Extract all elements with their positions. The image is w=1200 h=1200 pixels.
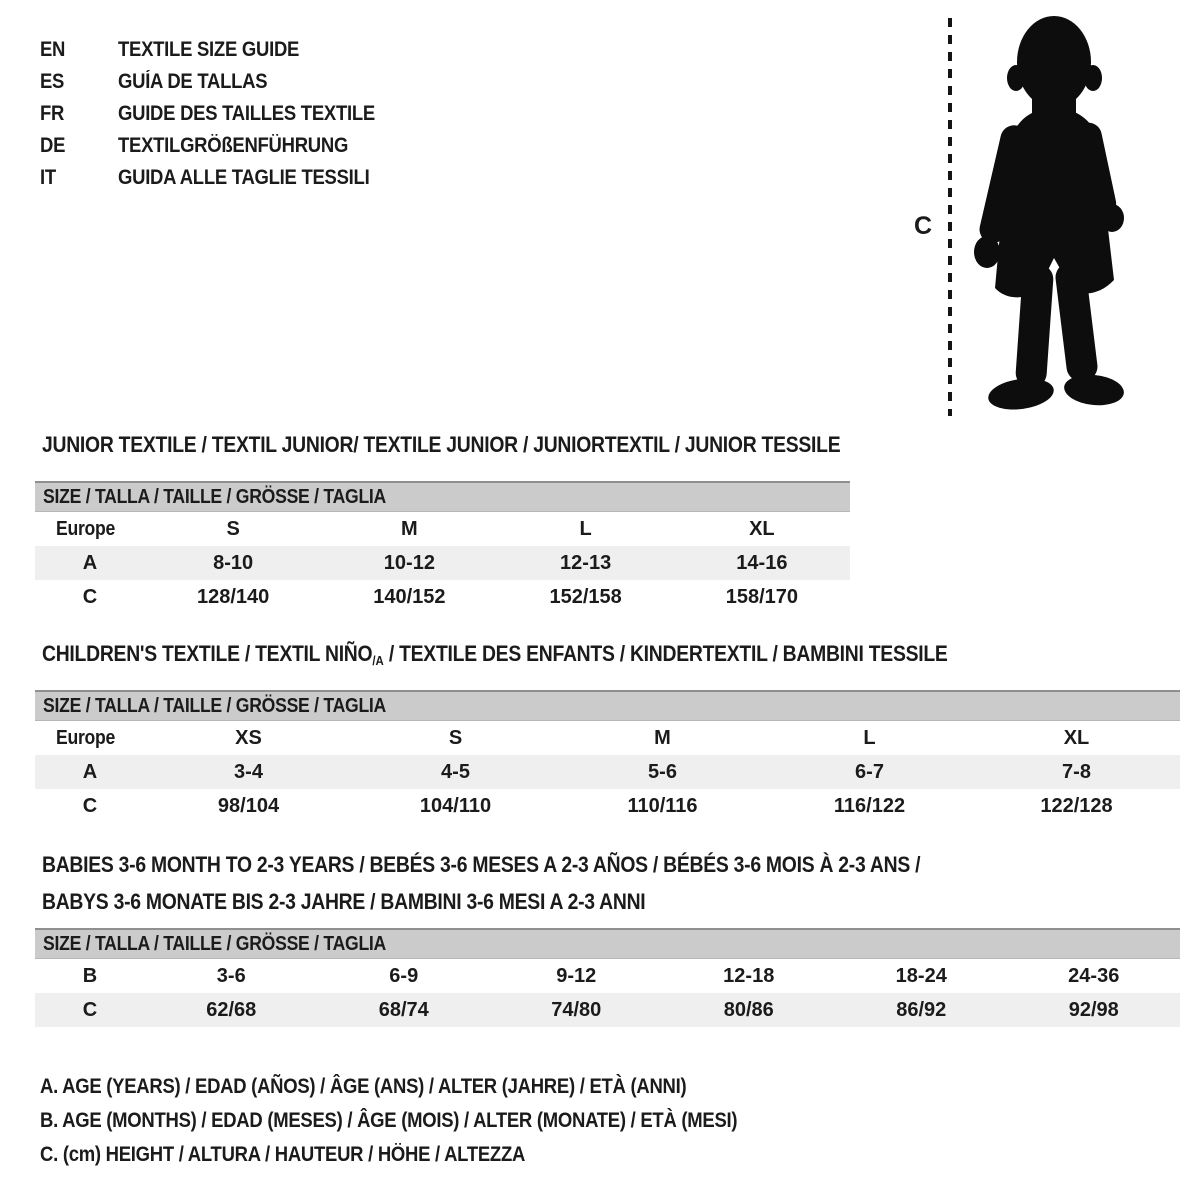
language-list bbox=[40, 34, 410, 194]
babies-title-line2-wrap bbox=[42, 883, 1040, 920]
size-cell: 122/128 bbox=[1040, 794, 1113, 817]
language-title bbox=[118, 134, 379, 158]
language-title-text: GUÍA DE TALLAS bbox=[118, 70, 268, 93]
size-cell: 62/68 bbox=[145, 993, 318, 1027]
language-row-es bbox=[40, 66, 410, 98]
junior-table-title-text: JUNIOR TEXTILE / TEXTIL JUNIOR/ TEXTILE JUNIOR / JUNIORTEXTIL / JUNIOR TESSILE bbox=[42, 432, 841, 457]
legend-line-age-months bbox=[40, 1104, 832, 1138]
language-code-text: FR bbox=[40, 102, 65, 125]
junior-size-table bbox=[35, 481, 850, 614]
language-code-text: DE bbox=[40, 134, 66, 157]
language-code-text: ES bbox=[40, 70, 65, 93]
babies-row-months bbox=[35, 959, 1180, 994]
children-table-title bbox=[42, 641, 1071, 674]
children-col-l: L bbox=[863, 726, 876, 749]
babies-title-line1-wrap bbox=[42, 846, 1040, 883]
language-code bbox=[40, 38, 118, 62]
language-code-text: EN bbox=[40, 38, 66, 61]
legend-line-age-years-text: A. AGE (YEARS) / EDAD (AÑOS) / ÂGE (ANS) / ALTER (JAHRE) / ETÀ (ANNI) bbox=[40, 1075, 687, 1098]
language-code bbox=[40, 134, 118, 158]
language-title-text: GUIDA ALLE TAGLIE TESSILI bbox=[118, 166, 370, 189]
children-col-xs: XS bbox=[235, 726, 262, 749]
babies-table-title bbox=[42, 846, 1040, 920]
babies-row-height bbox=[35, 993, 1180, 1027]
size-cell: 74/80 bbox=[490, 993, 663, 1027]
children-col-m: M bbox=[654, 726, 671, 749]
junior-region-text: Europe bbox=[56, 517, 116, 540]
children-region-label bbox=[35, 721, 145, 756]
size-cell: 116/122 bbox=[833, 794, 906, 817]
language-title bbox=[118, 166, 404, 190]
junior-col-l: L bbox=[579, 517, 592, 540]
legend-line-age-years bbox=[40, 1070, 832, 1104]
babies-size-header-row bbox=[35, 929, 1180, 959]
size-cell: 10-12 bbox=[321, 546, 497, 580]
size-cell: 8-10 bbox=[145, 546, 321, 580]
babies-title-line2: BABYS 3-6 MONATE BIS 2-3 JAHRE / BAMBINI 3-6 MESI A 2-3 ANNI bbox=[42, 889, 646, 914]
size-cell: 110/116 bbox=[627, 794, 698, 817]
height-measure-label: C bbox=[914, 212, 933, 240]
size-cell: 3-4 bbox=[145, 755, 352, 789]
size-cell: 80/86 bbox=[663, 993, 836, 1027]
children-size-table bbox=[35, 690, 1180, 823]
language-code-text: IT bbox=[40, 166, 56, 189]
junior-region-label bbox=[35, 512, 145, 547]
junior-size-header-cell bbox=[35, 482, 850, 512]
language-title-text: GUIDE DES TAILLES TEXTILE bbox=[118, 102, 375, 125]
size-cell: 12-13 bbox=[498, 546, 674, 580]
junior-size-header-text: SIZE / TALLA / TAILLE / GRÖSSE / TAGLIA bbox=[43, 485, 387, 508]
language-title bbox=[118, 70, 288, 94]
junior-row-height bbox=[35, 580, 850, 614]
language-title-text: TEXTILGRÖßENFÜHRUNG bbox=[118, 134, 349, 157]
size-cell: 152/158 bbox=[549, 585, 622, 608]
children-col-xl: XL bbox=[1063, 726, 1090, 749]
children-size-header-text: SIZE / TALLA / TAILLE / GRÖSSE / TAGLIA bbox=[43, 694, 387, 717]
children-col-s: S bbox=[448, 726, 463, 749]
language-row-en bbox=[40, 34, 410, 66]
language-title bbox=[118, 102, 410, 126]
language-title bbox=[118, 38, 324, 62]
children-title-pre: CHILDREN'S TEXTILE / TEXTIL NIÑO bbox=[42, 641, 373, 666]
size-cell: 6-9 bbox=[389, 964, 419, 987]
language-title-text: TEXTILE SIZE GUIDE bbox=[118, 38, 300, 61]
size-cell: 86/92 bbox=[835, 993, 1008, 1027]
babies-size-header-cell bbox=[35, 929, 1180, 959]
size-cell: 24-36 bbox=[1068, 964, 1120, 987]
size-cell: 140/152 bbox=[373, 585, 446, 608]
junior-size-header-row bbox=[35, 482, 850, 512]
children-row-age-label: A bbox=[35, 755, 145, 789]
size-cell: 3-6 bbox=[216, 964, 246, 987]
size-cell: 158/170 bbox=[725, 585, 799, 608]
children-title-sub: /A bbox=[372, 653, 384, 668]
language-code bbox=[40, 70, 118, 94]
language-row-it bbox=[40, 162, 410, 194]
size-cell: 9-12 bbox=[556, 964, 597, 987]
children-title-post: / TEXTILE DES ENFANTS / KINDERTEXTIL / BAMBINI TESSILE bbox=[383, 641, 948, 666]
babies-title-line1: BABIES 3-6 MONTH TO 2-3 YEARS / BEBÉS 3-6 MESES A 2-3 AÑOS / BÉBÉS 3-6 MOIS À 2-3 ANS / bbox=[42, 852, 921, 877]
size-cell: 7-8 bbox=[973, 755, 1180, 789]
babies-size-table bbox=[35, 928, 1180, 1027]
language-code bbox=[40, 166, 118, 190]
size-cell: 12-18 bbox=[723, 964, 775, 987]
size-cell: 104/110 bbox=[419, 794, 492, 817]
children-columns-row bbox=[35, 721, 1180, 756]
junior-row-age-label: A bbox=[35, 546, 145, 580]
children-size-header-row bbox=[35, 691, 1180, 721]
size-cell: 128/140 bbox=[196, 585, 270, 608]
language-code bbox=[40, 102, 118, 126]
size-cell: 92/98 bbox=[1008, 993, 1181, 1027]
size-cell: 14-16 bbox=[674, 546, 850, 580]
toddler-silhouette-icon bbox=[964, 12, 1136, 420]
junior-columns-row bbox=[35, 512, 850, 547]
children-row-age bbox=[35, 755, 1180, 789]
language-row-fr bbox=[40, 98, 410, 130]
size-cell: 68/74 bbox=[318, 993, 491, 1027]
children-row-height-label: C bbox=[82, 794, 98, 817]
children-size-header-cell bbox=[35, 691, 1180, 721]
children-table-title-text bbox=[42, 641, 948, 674]
junior-col-xl: XL bbox=[749, 517, 775, 540]
junior-row-age bbox=[35, 546, 850, 580]
legend-line-height-text: C. (cm) HEIGHT / ALTURA / HAUTEUR / HÖHE / ALTEZZA bbox=[40, 1143, 526, 1166]
legend-line-age-months-text: B. AGE (MONTHS) / EDAD (MESES) / ÂGE (MOIS) / ALTER (MONATE) / ETÀ (MESI) bbox=[40, 1109, 738, 1132]
legend bbox=[40, 1070, 832, 1172]
size-cell: 98/104 bbox=[217, 794, 280, 817]
size-cell: 18-24 bbox=[895, 964, 947, 987]
junior-row-height-label: C bbox=[82, 585, 98, 608]
legend-line-height bbox=[40, 1138, 832, 1172]
junior-table-title bbox=[42, 432, 949, 458]
language-row-de bbox=[40, 130, 410, 162]
children-region-text: Europe bbox=[56, 726, 116, 749]
junior-col-m: M bbox=[401, 517, 418, 540]
height-dashed-line bbox=[948, 18, 952, 416]
junior-col-s: S bbox=[226, 517, 240, 540]
size-cell: 6-7 bbox=[766, 755, 973, 789]
children-row-height bbox=[35, 789, 1180, 823]
size-cell: 5-6 bbox=[559, 755, 766, 789]
size-cell: 4-5 bbox=[352, 755, 559, 789]
babies-size-header-text: SIZE / TALLA / TAILLE / GRÖSSE / TAGLIA bbox=[43, 932, 387, 955]
babies-row-height-label: C bbox=[35, 993, 145, 1027]
babies-row-months-label: B bbox=[82, 964, 98, 987]
